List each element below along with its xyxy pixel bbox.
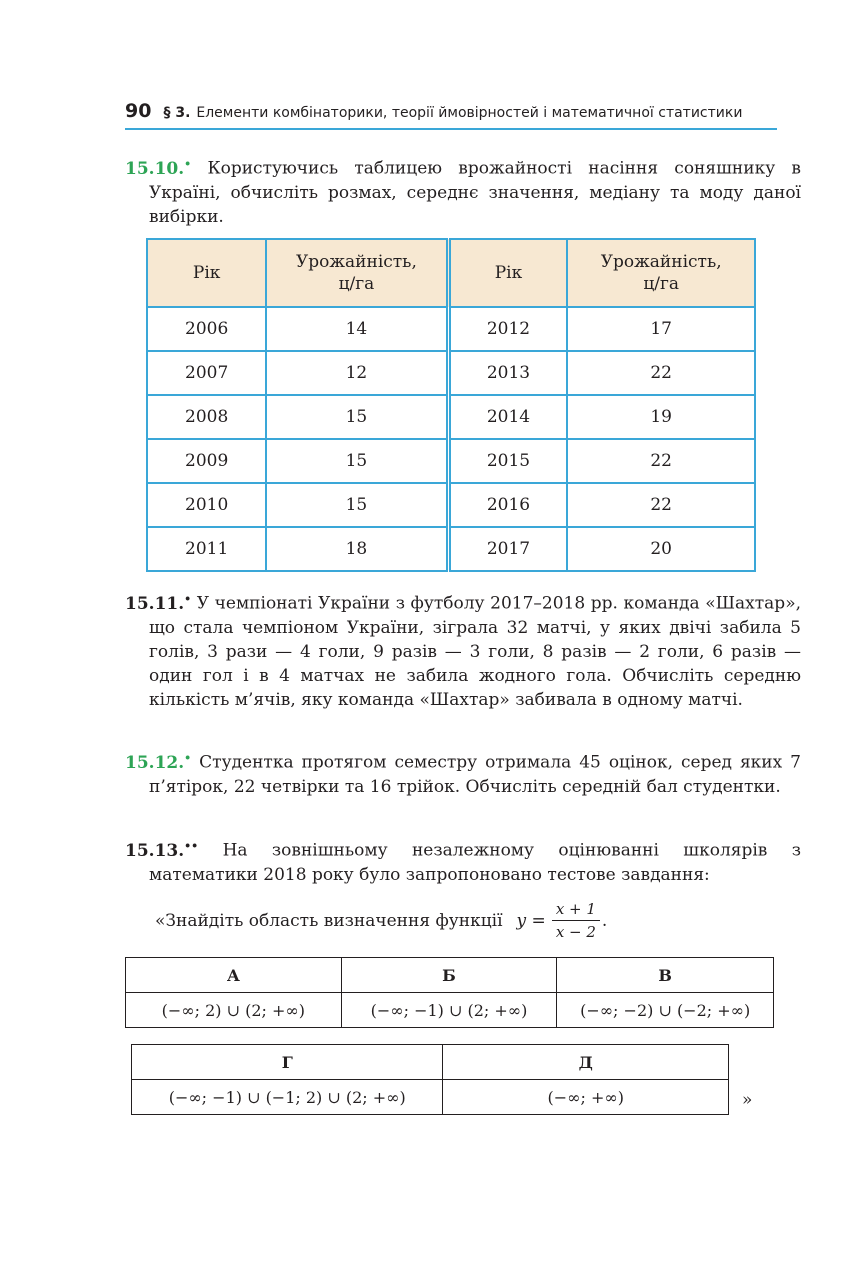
table-row	[147, 351, 755, 395]
answer-label: Д	[443, 1045, 729, 1080]
answer-labels-row	[126, 958, 774, 993]
answer-label: Б	[341, 958, 557, 993]
answer-label: В	[557, 958, 774, 993]
cell: 2008	[147, 395, 266, 439]
cell: 2014	[448, 395, 567, 439]
cell: 2007	[147, 351, 266, 395]
header-year-2: Рік	[448, 239, 567, 307]
cell: 22	[567, 483, 755, 527]
cell: 12	[266, 351, 448, 395]
problem-text: На зовнішньому незалежному оцінюванні школярів з математики 2018 року було запропоновано тестове завдання:	[149, 840, 801, 885]
cell: 17	[567, 307, 755, 351]
table-row	[147, 395, 755, 439]
table-row	[147, 439, 755, 483]
cell: 20	[567, 527, 755, 571]
cell: 2017	[448, 527, 567, 571]
fraction	[552, 900, 600, 941]
problem-15-10	[125, 152, 801, 229]
cell: 18	[266, 527, 448, 571]
header-yield-2: Урожайність, ц/га	[567, 239, 755, 307]
formula-end: .	[601, 910, 608, 931]
answer-value: (−∞; −1) ∪ (2; +∞)	[341, 993, 557, 1028]
problem-text: Користуючись таблицею врожайності насіння соняшнику в Україні, обчисліть розмах, середнє значення, медіану та моду даної вибірки.	[149, 158, 802, 227]
problem-number: 15.10.•	[125, 157, 192, 179]
cell: 15	[266, 395, 448, 439]
cell: 22	[567, 439, 755, 483]
answer-label: Г	[132, 1045, 443, 1080]
answer-value: (−∞; −2) ∪ (−2; +∞)	[557, 993, 774, 1028]
answer-table-1	[125, 957, 774, 1028]
section-title: Елементи комбінаторики, теорії ймовірностей і математичної статистики	[196, 105, 743, 121]
cell: 2009	[147, 439, 266, 483]
fraction-denominator: x − 2	[555, 923, 596, 941]
cell: 2015	[448, 439, 567, 483]
problem-number: 15.13.••	[125, 839, 199, 861]
answer-values-row	[132, 1080, 729, 1115]
problem-15-11	[125, 587, 801, 712]
fraction-numerator: x + 1	[552, 900, 600, 921]
function-formula	[517, 900, 608, 941]
answer-labels-row	[132, 1045, 729, 1080]
cell: 2006	[147, 307, 266, 351]
cell: 2016	[448, 483, 567, 527]
cell: 2013	[448, 351, 567, 395]
cell: 19	[567, 395, 755, 439]
problem-text: У чемпіонаті України з футболу 2017–2018 рр. команда «Шахтар», що стала чемпіоном України, зіграла 32 матчі, у яких двічі забила 5 голів, 3 рази — 4 голи, 9 разів — 3 голи, 8 разів — 2 голи, 6 разів — один гол і в 4 матчах не забила жодного гола. Обчисліть середню кількість м’ячів, яку команда «Шахтар» забивала в одному матчі.	[149, 593, 801, 710]
page-header	[125, 100, 777, 130]
problem-number: 15.11.•	[125, 592, 192, 614]
header-yield-1: Урожайність, ц/га	[266, 239, 448, 307]
problem-text: Студентка протягом семестру отримала 45 оцінок, серед яких 7 п’ятірок, 22 четвірки та 16 трійок. Обчисліть середній бал студентки.	[149, 752, 801, 797]
formula-lhs: y =	[516, 910, 546, 931]
answer-value: (−∞; 2) ∪ (2; +∞)	[126, 993, 342, 1028]
page-number: 90	[125, 100, 152, 122]
cell: 15	[266, 439, 448, 483]
table-header-row	[147, 239, 755, 307]
cell: 15	[266, 483, 448, 527]
answer-label: А	[126, 958, 342, 993]
table-row	[147, 527, 755, 571]
cell: 22	[567, 351, 755, 395]
task-quote	[155, 900, 607, 941]
yield-table	[146, 238, 756, 572]
problem-15-13	[125, 834, 801, 887]
table-row	[147, 483, 755, 527]
quote-text: «Знайдіть область визначення функції	[155, 910, 503, 931]
section-number: § 3.	[163, 105, 191, 121]
cell: 2010	[147, 483, 266, 527]
problem-15-12	[125, 746, 801, 799]
answer-value: (−∞; −1) ∪ (−1; 2) ∪ (2; +∞)	[132, 1080, 443, 1115]
cell: 2011	[147, 527, 266, 571]
answer-values-row	[126, 993, 774, 1028]
answer-value: (−∞; +∞)	[443, 1080, 729, 1115]
problem-number: 15.12.•	[125, 751, 192, 773]
cell: 2012	[448, 307, 567, 351]
header-year-1: Рік	[147, 239, 266, 307]
answer-table-2	[131, 1044, 729, 1115]
cell: 14	[266, 307, 448, 351]
closing-quote: »	[742, 1090, 753, 1110]
table-row	[147, 307, 755, 351]
